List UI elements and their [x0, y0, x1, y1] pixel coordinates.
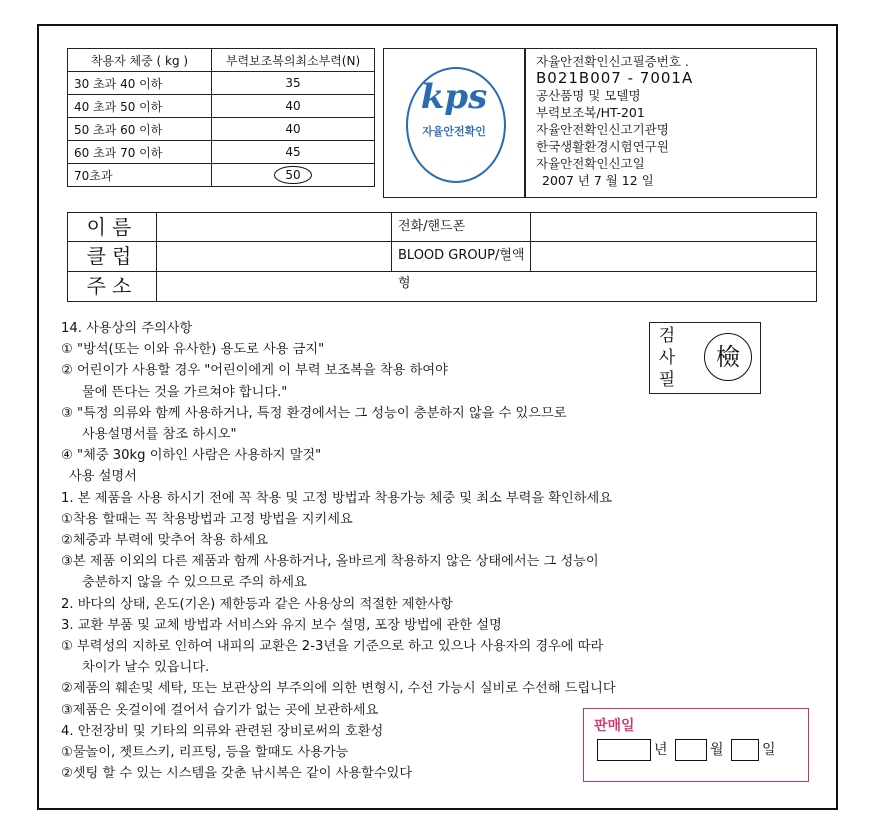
table-row	[68, 164, 375, 187]
note-line: ③제품은 옷걸이에 걸어서 습기가 없는 곳에 보관하세요	[61, 702, 379, 718]
col-weight: 착용자 체중 ( kg )	[68, 49, 212, 72]
agency-name: 한국생활환경시험연구원	[536, 139, 669, 154]
weight-range: 30 초과 40 이하	[68, 72, 212, 95]
col-buoyancy: 부력보조복의최소부력(N)	[212, 49, 375, 72]
club-label: 클럽	[68, 242, 157, 271]
buoyancy-value: 40	[212, 118, 375, 141]
note-line: 3. 교환 부품 및 교체 방법과 서비스와 유지 보수 설명, 포장 방법에 관한 설명	[61, 617, 502, 633]
model-name: 부력보조복/HT-201	[536, 105, 645, 120]
cert-line: 자율안전확인신고필증번호 .	[536, 54, 689, 69]
note-line: 차이가 날수 있읍니다.	[82, 660, 210, 676]
month-label: 월	[709, 742, 724, 758]
note-line: 2. 바다의 상태, 온도(기온) 제한등과 같은 사용상의 적절한 제한사항	[61, 596, 453, 612]
owner-info	[67, 212, 817, 302]
note-line: ②체중과 부력에 맞추어 착용 하세요	[61, 533, 268, 549]
name-row	[67, 212, 817, 242]
note-line: ②제품의 훼손및 세탁, 또는 보관상의 부주의에 의한 변형시, 수선 가능시 실비로 수선해 드립니다	[61, 681, 616, 697]
note-line: 4. 안전장비 및 기타의 의류와 관련된 장비로써의 호환성	[61, 723, 384, 739]
table-header	[68, 49, 375, 72]
note-line: ② 어린이가 사용할 경우 "어린이에게 이 부력 보조복을 착용 하여야	[61, 363, 448, 379]
weight-range: 40 초과 50 이하	[68, 95, 212, 118]
sale-date-box	[583, 708, 809, 782]
stamp-char: 검	[658, 326, 676, 346]
note-line: ④ "체중 30kg 이하인 사람은 사용하지 말것"	[61, 448, 322, 464]
table-row	[68, 95, 375, 118]
cert-line: 공산품명 및 모델명	[536, 88, 641, 103]
weight-table	[67, 48, 375, 187]
cert-line: 자율안전확인신고기관명	[536, 122, 669, 137]
note-line: ①착용 할때는 꼭 착용방법과 고정 방법을 지키세요	[61, 511, 353, 527]
note-line: ①물놀이, 젯트스키, 리프팅, 등을 할때도 사용가능	[61, 745, 349, 761]
kps-logo	[383, 48, 525, 198]
note-line: 14. 사용상의 주의사항	[61, 321, 193, 336]
stamp-char: 사	[658, 348, 676, 368]
address-row	[67, 272, 817, 302]
sale-date-fields	[594, 739, 776, 761]
note-line: 물에 뜬다는 것을 가르쳐야 합니다."	[82, 384, 288, 400]
section-heading: 사용 설명서	[69, 469, 137, 485]
circled-value: 50	[274, 166, 311, 184]
note-line: 충분하지 않을 수 있으므로 주의 하세요	[82, 575, 307, 591]
blood-label: BLOOD GROUP/혈액형	[391, 242, 531, 271]
weight-range: 60 초과 70 이하	[68, 141, 212, 164]
buoyancy-value: 45	[212, 141, 375, 164]
weight-range: 70초과	[68, 164, 212, 187]
note-line: ②셋팅 할 수 있는 시스템을 갖춘 낚시복은 같이 사용할수있다	[61, 766, 413, 782]
cert-number: B021B007 - 7001A	[536, 69, 694, 87]
logo-text: kps	[420, 77, 488, 117]
stamp-char: 필	[658, 370, 676, 390]
table-row	[68, 72, 375, 95]
inspection-seal: 檢	[704, 333, 752, 381]
phone-label: 전화/핸드폰	[391, 213, 531, 241]
note-line: ① "방석(또는 이와 유사한) 용도로 사용 금지"	[61, 342, 325, 358]
table-row	[68, 141, 375, 164]
year-field[interactable]	[597, 739, 651, 761]
buoyancy-value-circled	[212, 164, 375, 187]
address-label: 주소	[68, 272, 157, 301]
day-field[interactable]	[731, 739, 759, 761]
cert-date: 2007 년 7 월 12 일	[542, 173, 654, 188]
name-label: 이름	[68, 213, 157, 241]
certification-info	[525, 48, 817, 198]
note-line: ③본 제품 이외의 다른 제품과 함께 사용하거나, 올바르게 착용하지 않은 상태에서는 그 성능이	[61, 554, 599, 570]
note-line: 사용설명서를 참조 하시오"	[82, 427, 237, 443]
sale-date-title: 판매일	[594, 718, 635, 734]
cert-line: 자율안전확인신고일	[536, 156, 645, 171]
buoyancy-value: 35	[212, 72, 375, 95]
note-line: 1. 본 제품을 사용 하시기 전에 꼭 착용 및 고정 방법과 착용가능 체중 및 최소 부력을 확인하세요	[61, 490, 612, 506]
month-field[interactable]	[675, 739, 707, 761]
note-line: ① 부력성의 지하로 인하여 내피의 교환은 2-3년을 기준으로 하고 있으나 사용자의 경우에 따라	[61, 639, 604, 655]
buoyancy-value: 40	[212, 95, 375, 118]
day-label: 일	[761, 742, 776, 758]
product-label	[37, 24, 838, 810]
year-label: 년	[654, 742, 668, 758]
table-row	[68, 118, 375, 141]
weight-range: 50 초과 60 이하	[68, 118, 212, 141]
logo-subtitle: 자율안전확인	[422, 125, 486, 138]
note-line: ③ "특정 의류와 함께 사용하거나, 특정 환경에서는 그 성능이 충분하지 않을 수 있으므로	[61, 405, 567, 421]
